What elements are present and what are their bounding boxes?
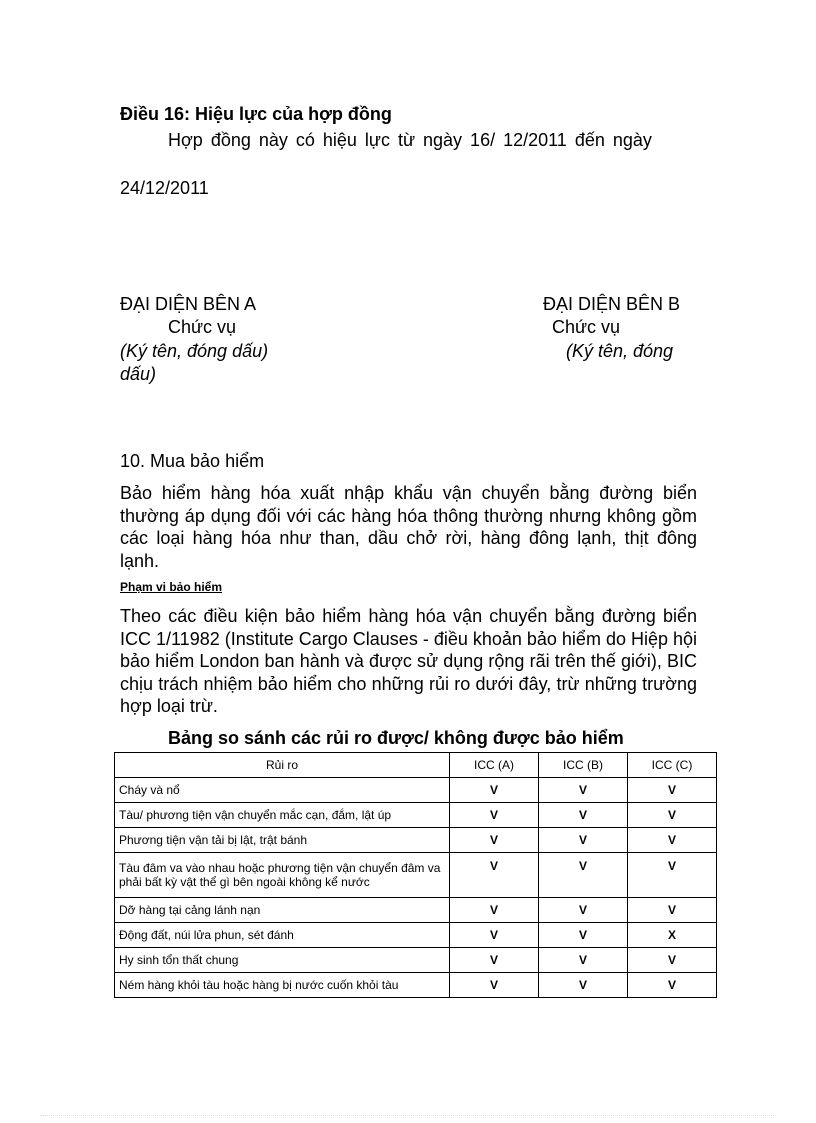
section-10-heading: 10. Mua bảo hiểm (120, 451, 265, 471)
end-date: 24/12/2011 (120, 178, 209, 198)
header-risk: Rủi ro (115, 753, 450, 778)
icc-b-mark: V (539, 828, 628, 853)
scope-heading: Phạm vi bảo hiểm (120, 580, 223, 594)
header-icc-b: ICC (B) (539, 753, 628, 778)
icc-b-mark: V (539, 853, 628, 898)
icc-a-mark: V (450, 778, 539, 803)
icc-b-mark: V (539, 948, 628, 973)
article-16-heading: Điều 16: Hiệu lực của hợp đồng (120, 104, 392, 124)
icc-b-mark: V (539, 803, 628, 828)
party-b-title: ĐẠI DIỆN BÊN B (543, 294, 681, 314)
icc-a-mark: V (450, 828, 539, 853)
icc-c-mark: V (628, 828, 717, 853)
table-header-row (115, 753, 717, 778)
risk-name: Tàu đâm va vào nhau hoặc phương tiện vận chuyển đâm va phải bất kỳ vật thể gì bên ngoài không kể nước (115, 853, 450, 898)
scope-paragraph: Theo các điều kiện bảo hiểm hàng hóa vận chuyển bằng đường biển ICC 1/11982 (Institute Cargo Clauses - điều khoản bảo hiểm do Hiệp hội bảo hiểm London ban hành và được sử dụng rộng rãi trên thế giới), BIC chịu trách nhiệm bảo hiểm cho những rủi ro dưới đây, trừ những trường hợp loại trừ. (120, 606, 698, 716)
risk-table-title: Bảng so sánh các rủi ro được/ không được bảo hiểm (168, 728, 624, 748)
validity-text: Hợp đồng này có hiệu lực từ ngày 16/ 12/2011 đến ngày (168, 130, 652, 150)
party-b-sign-note: (Ký tên, đóng (566, 341, 674, 361)
risk-name: Cháy và nổ (115, 778, 450, 803)
table-row (115, 973, 717, 998)
icc-c-mark: V (628, 898, 717, 923)
table-row (115, 923, 717, 948)
insurance-intro-paragraph: Bảo hiểm hàng hóa xuất nhập khẩu vận chuyển bằng đường biển thường áp dụng đối với các hàng hóa thông thường nhưng không gồm các loại hàng hóa như than, dầu chở rời, hàng đông lạnh, thịt đông lạnh. (120, 483, 697, 571)
risk-comparison-table (114, 752, 717, 998)
header-icc-a: ICC (A) (450, 753, 539, 778)
risk-name: Tàu/ phương tiện vận chuyển mắc cạn, đắm, lật úp (115, 803, 450, 828)
party-b-sign-note-continued: dấu) (120, 364, 157, 384)
header-icc-c: ICC (C) (628, 753, 717, 778)
icc-c-mark: X (628, 923, 717, 948)
icc-b-mark: V (539, 973, 628, 998)
party-a-position: Chức vụ (168, 317, 237, 337)
icc-a-mark: V (450, 973, 539, 998)
icc-c-mark: V (628, 853, 717, 898)
icc-b-mark: V (539, 923, 628, 948)
icc-c-mark: V (628, 948, 717, 973)
icc-b-mark: V (539, 898, 628, 923)
risk-name: Ném hàng khỏi tàu hoặc hàng bị nước cuốn khỏi tàu (115, 973, 450, 998)
icc-a-mark: V (450, 853, 539, 898)
icc-a-mark: V (450, 898, 539, 923)
risk-name: Động đất, núi lửa phun, sét đánh (115, 923, 450, 948)
icc-a-mark: V (450, 803, 539, 828)
table-row (115, 898, 717, 923)
icc-c-mark: V (628, 778, 717, 803)
risk-name: Phương tiện vận tải bị lật, trật bánh (115, 828, 450, 853)
table-row (115, 853, 717, 898)
icc-b-mark: V (539, 778, 628, 803)
table-row (115, 778, 717, 803)
table-row (115, 828, 717, 853)
table-row (115, 948, 717, 973)
icc-c-mark: V (628, 803, 717, 828)
icc-c-mark: V (628, 973, 717, 998)
page-bottom-divider (40, 1115, 776, 1116)
party-a-sign-note: (Ký tên, đóng dấu) (120, 341, 269, 361)
icc-a-mark: V (450, 923, 539, 948)
risk-name: Dỡ hàng tại cảng lánh nạn (115, 898, 450, 923)
risk-name: Hy sinh tổn thất chung (115, 948, 450, 973)
icc-a-mark: V (450, 948, 539, 973)
table-row (115, 803, 717, 828)
party-b-position: Chức vụ (552, 317, 621, 337)
party-a-title: ĐẠI DIỆN BÊN A (120, 294, 257, 314)
